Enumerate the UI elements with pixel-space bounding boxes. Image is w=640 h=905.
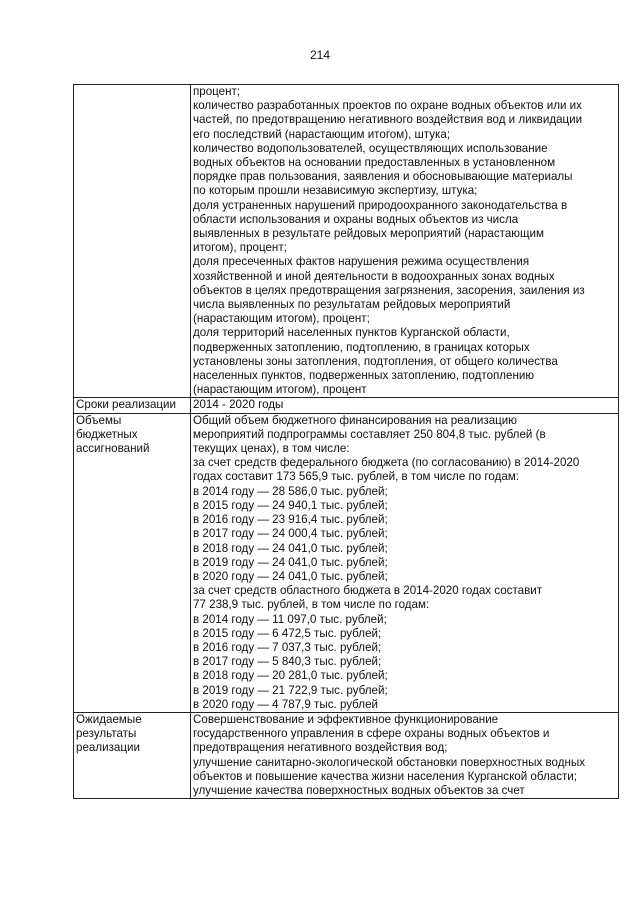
- table-row: [74, 398, 619, 413]
- content-line: в 2017 году — 5 840,3 тыс. рублей;: [193, 655, 382, 669]
- row-label-line: ассигнований: [76, 442, 150, 456]
- content-line: объектов и повышение качества жизни населения Курганской области;: [193, 769, 578, 783]
- content-line: частей, по предотвращению негативного воздействия вод и ликвидации: [193, 113, 583, 127]
- row-content-cell: [191, 398, 619, 413]
- content-line: населенных пунктов, подверженных затоплению, подтоплению: [193, 369, 535, 383]
- content-line: водных объектов на основании предоставленных в установленном: [193, 156, 556, 170]
- row-label-cell: [74, 398, 191, 413]
- content-line: в 2019 году — 24 041,0 тыс. рублей;: [193, 555, 388, 569]
- row-label-line: Ожидаемые: [76, 712, 142, 726]
- content-line: выявленных в результате рейдовых мероприятий (нарастающим: [193, 227, 544, 241]
- content-line: в 2014 году — 28 586,0 тыс. рублей;: [193, 484, 388, 498]
- content-line: за счет средств областного бюджета в 2014-2020 годах составит: [193, 584, 543, 598]
- content-line: в 2020 году — 24 041,0 тыс. рублей;: [193, 569, 388, 583]
- content-line: годах составит 173 565,9 тыс. рублей, в том числе по годам:: [193, 470, 520, 484]
- content-line: в 2018 году — 24 041,0 тыс. рублей;: [193, 541, 388, 555]
- content-line: количество разработанных проектов по охране водных объектов или их: [193, 99, 582, 113]
- content-line: в 2016 году — 7 037,3 тыс. рублей;: [193, 640, 382, 654]
- table-row: [74, 85, 619, 398]
- content-line: 77 238,9 тыс. рублей, в том числе по годам:: [193, 598, 430, 612]
- content-line: по которым прошли независимую экспертизу, штука;: [193, 184, 478, 198]
- row-label-cell: [74, 413, 191, 712]
- content-line: текущих ценах), в том числе:: [193, 442, 350, 456]
- content-line: в 2014 году — 11 097,0 тыс. рублей;: [193, 612, 387, 626]
- program-passport-table: [73, 84, 619, 799]
- row-label-cell: [74, 712, 191, 798]
- content-line: объектов в целях предотвращения загрязнения, засорения, заиления из: [193, 283, 585, 297]
- content-line: его последствий (нарастающим итогом), штука;: [193, 127, 451, 141]
- content-line: итогом), процент;: [193, 241, 287, 255]
- content-line: в 2017 году — 24 000,4 тыс. рублей;: [193, 527, 388, 541]
- content-line: доля пресеченных фактов нарушения режима осуществления: [193, 255, 530, 269]
- row-label-line: результаты: [76, 727, 137, 741]
- content-line: доля территорий населенных пунктов Курганской области,: [193, 326, 510, 340]
- content-line: доля устраненных нарушений природоохранного законодательства в: [193, 198, 568, 212]
- content-line: государственного управления в сфере охраны водных объектов и: [193, 727, 550, 741]
- content-line: хозяйственной и иной деятельности в водоохранных зонах водных: [193, 269, 555, 283]
- row-content-cell: [191, 413, 619, 712]
- content-line: улучшение качества поверхностных водных объектов за счет: [193, 783, 525, 797]
- content-line: установлены зоны затопления, подтопления, от общего количества: [193, 354, 558, 368]
- row-label-cell: [74, 85, 191, 398]
- row-label-line: реализации: [76, 741, 140, 755]
- row-content-cell: [191, 712, 619, 798]
- content-line: количество водопользователей, осуществляющих использование: [193, 141, 548, 155]
- content-line: в 2015 году — 24 940,1 тыс. рублей;: [193, 498, 388, 512]
- content-line: в 2019 году — 21 722,9 тыс. рублей;: [193, 683, 388, 697]
- content-line: Совершенствование и эффективное функционирование: [193, 712, 499, 726]
- table-row: [74, 712, 619, 798]
- content-line: мероприятий подпрограммы составляет 250 804,8 тыс. рублей (в: [193, 427, 546, 441]
- content-line: в 2020 году — 4 787,9 тыс. рублей: [193, 697, 378, 711]
- row-label-line: Объемы: [76, 413, 122, 427]
- content-line: за счет средств федерального бюджета (по согласованию) в 2014-2020: [193, 456, 580, 470]
- content-line: в 2016 году — 23 916,4 тыс. рублей;: [193, 513, 388, 527]
- content-line: (нарастающим итогом), процент;: [193, 312, 370, 326]
- row-label-line: бюджетных: [76, 427, 138, 441]
- content-line: улучшение санитарно-экологической обстановки поверхностных водных: [193, 755, 586, 769]
- content-line: числа выявленных по результатам рейдовых мероприятий: [193, 298, 511, 312]
- table-row: [74, 413, 619, 712]
- content-line: процент;: [193, 85, 241, 98]
- content-line: в 2018 году — 20 281,0 тыс. рублей;: [193, 669, 388, 683]
- content-line: порядке прав пользования, заявления и обосновывающие материалы: [193, 170, 573, 184]
- content-line: подверженных затоплению, подтоплению, в границах которых: [193, 340, 530, 354]
- content-line: 2014 - 2020 годы: [193, 398, 284, 412]
- content-line: области использования и охраны водных объектов из числа: [193, 212, 519, 226]
- content-line: Общий объем бюджетного финансирования на реализацию: [193, 413, 517, 427]
- row-label-line: Сроки реализации: [76, 398, 176, 412]
- content-line: в 2015 году — 6 472,5 тыс. рублей;: [193, 626, 382, 640]
- content-line: предотвращения негативного воздействия вод;: [193, 741, 448, 755]
- row-content-cell: [191, 85, 619, 398]
- content-line: (нарастающим итогом), процент: [193, 383, 367, 397]
- page-number: 214: [309, 48, 331, 62]
